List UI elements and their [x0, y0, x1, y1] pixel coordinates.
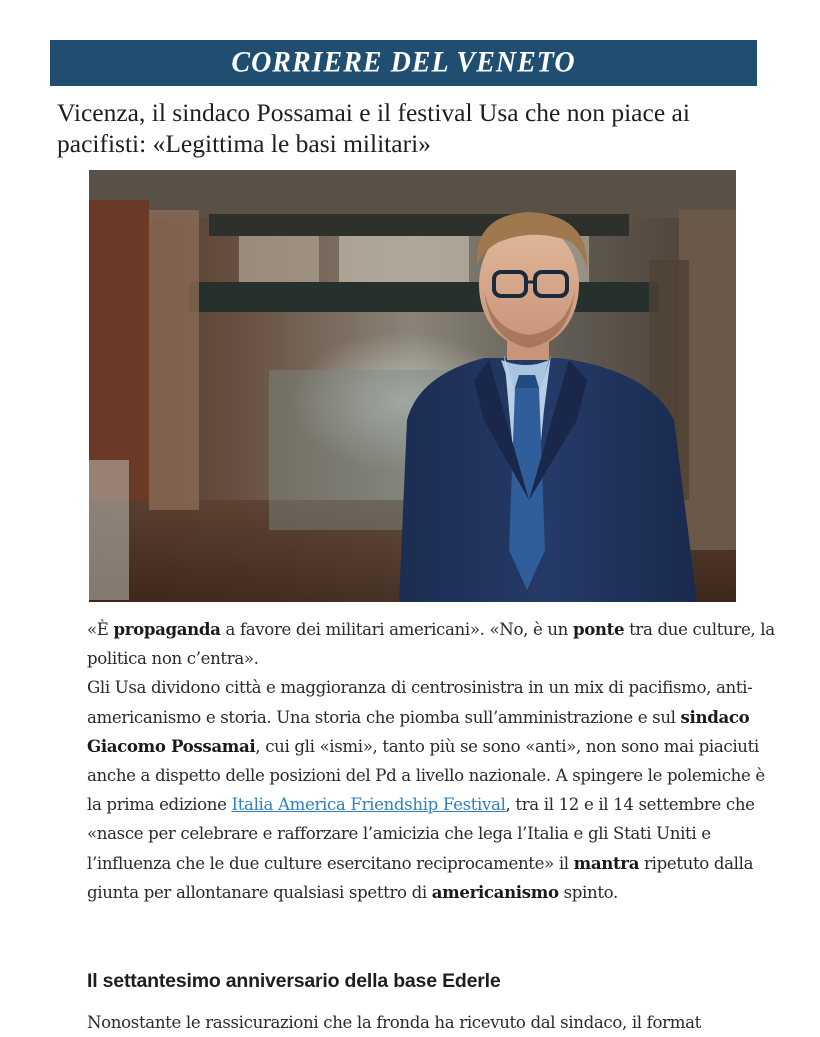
text-run: a favore dei militari americani». «No, è un [220, 620, 573, 639]
text-run: «È [87, 620, 114, 639]
text-run: , cui gli «ismi», tanto più se sono «anti», non sono mai piaciuti anche a dispetto delle posizioni del Pd a livello nazionale. A spingere le polemiche è la prima edizione [87, 736, 765, 815]
text-run: Gli Usa dividono città e maggioranza di centrosinistra in un mix di pacifismo, anti-americanismo e storia. Una storia che piomba sull’amministrazione e sul [87, 678, 753, 727]
text-run: ripetuto dalla giunta per allontanare qualsiasi spettro di [87, 853, 754, 902]
text-run: spinto. [558, 882, 618, 902]
article-photo [89, 170, 736, 602]
section-subheading: Il settantesimo anniversario della base Ederle [87, 970, 501, 992]
masthead-title: CORRIERE DEL VENETO [231, 46, 576, 79]
text-run: , tra il 12 e il 14 settembre che «nasce per celebrare e rafforzare l’amicizia che lega l’Italia e gli Stati Uniti e l’influenza che le due culture esercitano reciprocamente» il [87, 795, 755, 873]
bold-text: americanismo [431, 881, 559, 902]
text-run: tra due culture, la politica non c’entra». [87, 620, 775, 669]
article-body [87, 615, 777, 907]
article-headline: Vicenza, il sindaco Possamai e il festival Usa che non piace ai pacifisti: «Legittima le basi militari» [57, 98, 690, 158]
bold-text: mantra [573, 852, 640, 873]
festival-link[interactable]: Italia America Friendship Festival [231, 795, 506, 815]
masthead [50, 40, 757, 86]
bold-text: propaganda [113, 619, 221, 639]
bold-text: ponte [572, 619, 625, 639]
article-paragraph-1 [87, 615, 777, 673]
article-continuation: Nonostante le rassicurazioni che la fronda ha ricevuto dal sindaco, il format [87, 1013, 701, 1032]
bold-text: sindaco Giacomo Possamai [87, 706, 750, 756]
article-paragraph-2 [87, 673, 777, 907]
